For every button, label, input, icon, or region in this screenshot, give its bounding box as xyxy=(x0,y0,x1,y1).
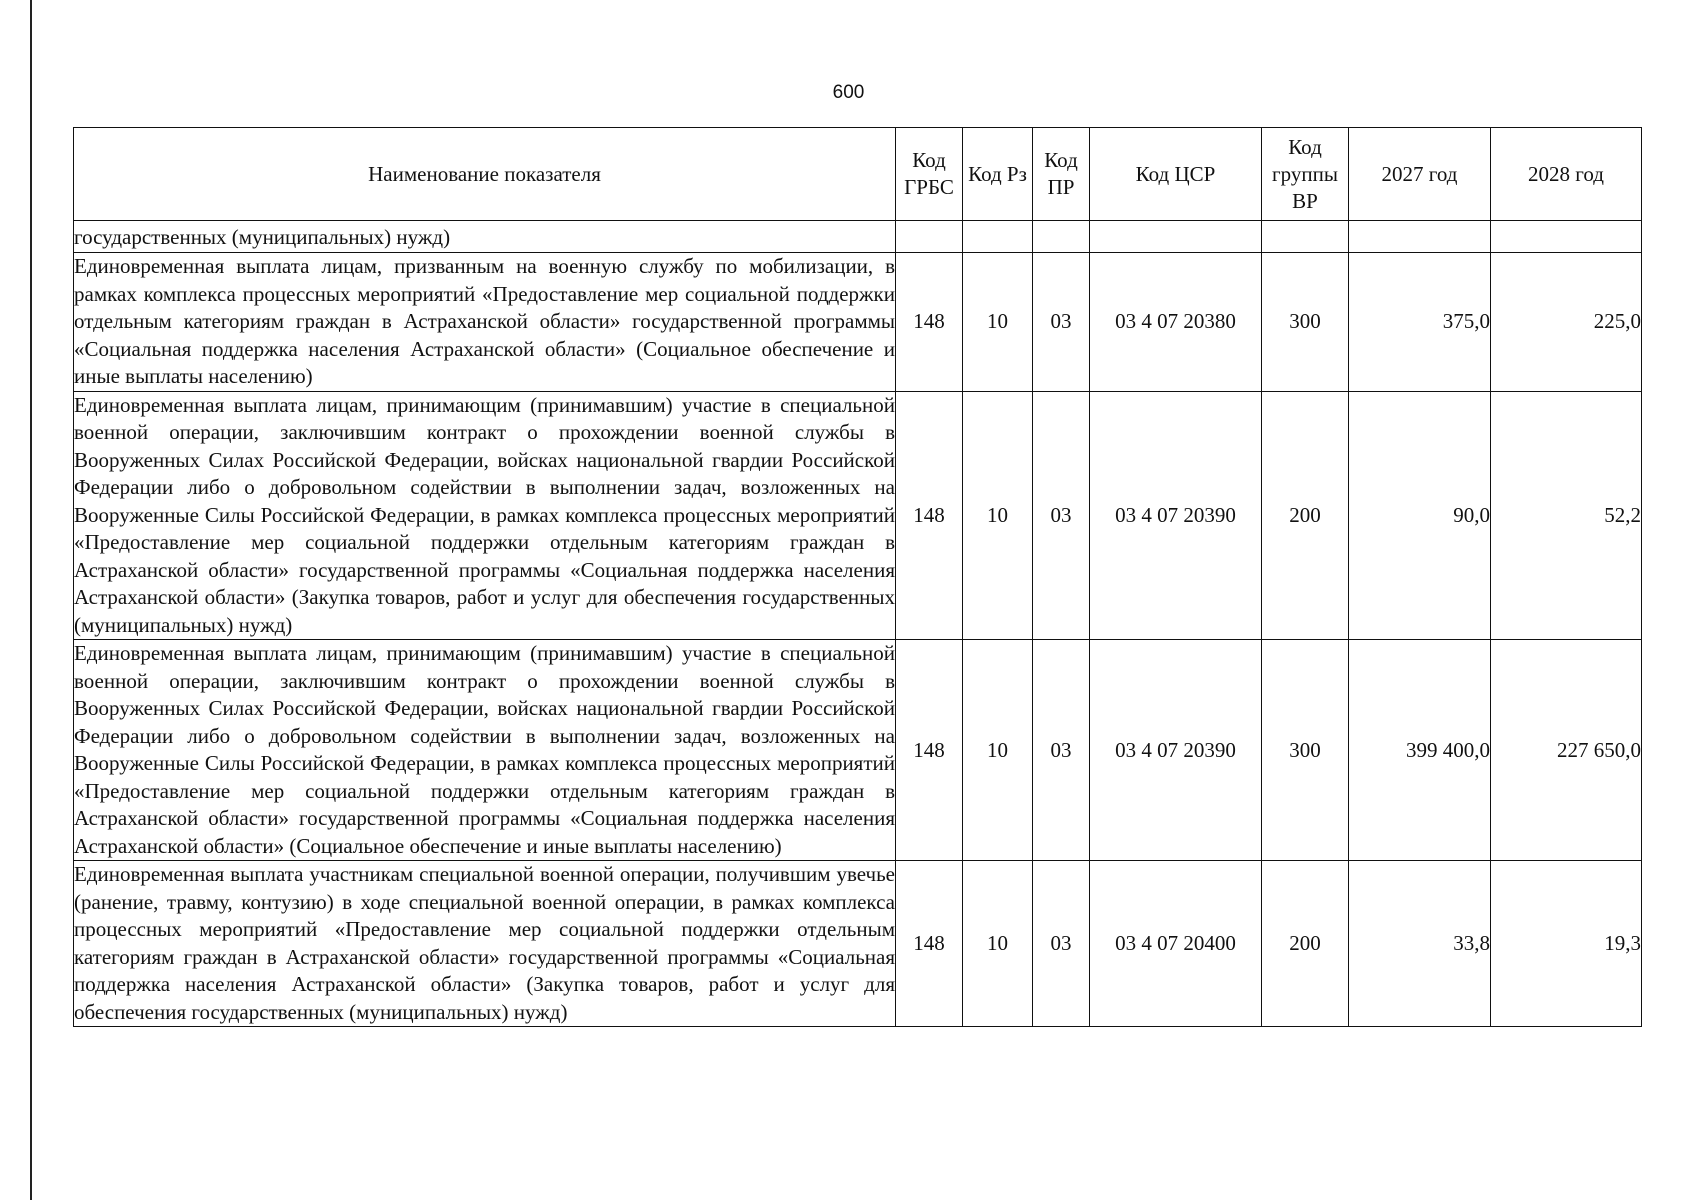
row-2027: 375,0 xyxy=(1349,253,1491,392)
empty-cell xyxy=(963,221,1033,253)
empty-cell xyxy=(896,221,963,253)
row-grbs: 148 xyxy=(896,253,963,392)
table-row xyxy=(74,391,1642,640)
empty-cell xyxy=(1033,221,1090,253)
empty-cell xyxy=(1491,221,1642,253)
row-grbs: 148 xyxy=(896,861,963,1027)
table-row xyxy=(74,253,1642,392)
row-csr: 03 4 07 20400 xyxy=(1090,861,1262,1027)
header-2027: 2027 год xyxy=(1349,128,1491,221)
header-vr: Код группы ВР xyxy=(1262,128,1349,221)
row-2027: 399 400,0 xyxy=(1349,640,1491,861)
row-2028: 227 650,0 xyxy=(1491,640,1642,861)
empty-cell xyxy=(1349,221,1491,253)
header-pr: Код ПР xyxy=(1033,128,1090,221)
row-csr: 03 4 07 20380 xyxy=(1090,253,1262,392)
table-row xyxy=(74,640,1642,861)
row-name: Единовременная выплата участникам специальной военной операции, получившим увечье (ранение, травму, контузию) в ходе специальной военной операции, в рамках комплекса процессных мероприятий «Предоставление мер социальной поддержки отдельным категориям граждан в Астраханской области» государственной программы «Социальная поддержка населения Астраханской области» (Закупка товаров, работ и услуг для обеспечения государственных (муниципальных) нужд) xyxy=(74,861,896,1027)
row-2027: 90,0 xyxy=(1349,391,1491,640)
row-vr: 200 xyxy=(1262,861,1349,1027)
continuation-text: государственных (муниципальных) нужд) xyxy=(74,221,896,253)
empty-cell xyxy=(1262,221,1349,253)
row-rz: 10 xyxy=(963,861,1033,1027)
empty-cell xyxy=(1090,221,1262,253)
row-pr: 03 xyxy=(1033,391,1090,640)
row-2027: 33,8 xyxy=(1349,861,1491,1027)
row-vr: 200 xyxy=(1262,391,1349,640)
row-2028: 52,2 xyxy=(1491,391,1642,640)
continuation-row xyxy=(74,221,1642,253)
row-vr: 300 xyxy=(1262,640,1349,861)
header-2028: 2028 год xyxy=(1491,128,1642,221)
row-2028: 19,3 xyxy=(1491,861,1642,1027)
row-name: Единовременная выплата лицам, призванным на военную службу по мобилизации, в рамках комплекса процессных мероприятий «Предоставление мер социальной поддержки отдельным категориям граждан в Астраханской области» государственной программы «Социальная поддержка населения Астраханской области» (Социальное обеспечение и иные выплаты населению) xyxy=(74,253,896,392)
row-pr: 03 xyxy=(1033,253,1090,392)
row-name: Единовременная выплата лицам, принимающим (принимавшим) участие в специальной военной операции, заключившим контракт о прохождении военной службы в Вооруженных Силах Российской Федерации, войсках национальной гвардии Российской Федерации либо о добровольном содействии в выполнении задач, возложенных на Вооруженные Силы Российской Федерации, в рамках комплекса процессных мероприятий «Предоставление мер социальной поддержки отдельным категориям граждан в Астраханской области» государственной программы «Социальная поддержка населения Астраханской области» (Социальное обеспечение и иные выплаты населению) xyxy=(74,640,896,861)
row-rz: 10 xyxy=(963,640,1033,861)
row-rz: 10 xyxy=(963,391,1033,640)
table-row xyxy=(74,861,1642,1027)
budget-table xyxy=(73,127,1642,1027)
row-csr: 03 4 07 20390 xyxy=(1090,640,1262,861)
row-vr: 300 xyxy=(1262,253,1349,392)
table-header-row xyxy=(74,128,1642,221)
row-rz: 10 xyxy=(963,253,1033,392)
row-name: Единовременная выплата лицам, принимающим (принимавшим) участие в специальной военной операции, заключившим контракт о прохождении военной службы в Вооруженных Силах Российской Федерации, войсках национальной гвардии Российской Федерации либо о добровольном содействии в выполнении задач, возложенных на Вооруженные Силы Российской Федерации, в рамках комплекса процессных мероприятий «Предоставление мер социальной поддержки отдельным категориям граждан в Астраханской области» государственной программы «Социальная поддержка населения Астраханской области» (Закупка товаров, работ и услуг для обеспечения государственных (муниципальных) нужд) xyxy=(74,391,896,640)
binding-margin-line xyxy=(30,0,32,1200)
row-pr: 03 xyxy=(1033,640,1090,861)
header-name: Наименование показателя xyxy=(74,128,896,221)
row-csr: 03 4 07 20390 xyxy=(1090,391,1262,640)
page-number: 600 xyxy=(832,82,865,103)
header-grbs: Код ГРБС xyxy=(896,128,963,221)
row-grbs: 148 xyxy=(896,640,963,861)
row-2028: 225,0 xyxy=(1491,253,1642,392)
header-rz: Код Рз xyxy=(963,128,1033,221)
row-pr: 03 xyxy=(1033,861,1090,1027)
header-csr: Код ЦСР xyxy=(1090,128,1262,221)
row-grbs: 148 xyxy=(896,391,963,640)
